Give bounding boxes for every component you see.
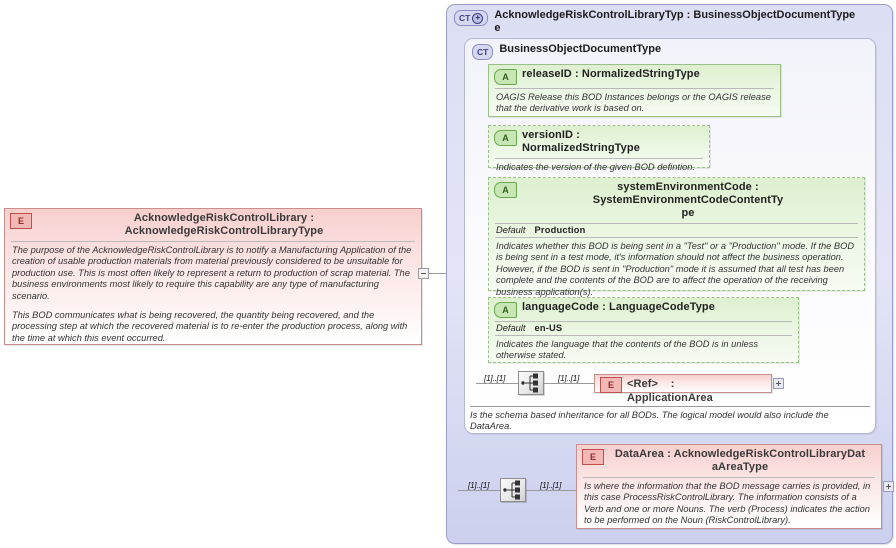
complextype-badge-icon[interactable]: CT xyxy=(472,44,493,60)
attribute-box-systemenvironmentcode[interactable] xyxy=(488,177,865,297)
connector-line xyxy=(544,383,594,384)
root-element-title: AcknowledgeRiskControlLibrary : AcknowledgeRiskControlLibraryType xyxy=(124,212,324,237)
attribute-header xyxy=(489,65,780,88)
attribute-documentation xyxy=(489,89,780,119)
default-value: en-US xyxy=(534,323,563,333)
attribute-badge-icon: A xyxy=(494,130,517,146)
attribute-badge-icon: A xyxy=(494,182,517,198)
cardinality-label-right-ref: [1]..[1] xyxy=(558,374,580,383)
element-box-dataarea[interactable] xyxy=(576,444,882,529)
ref-expand-toggle[interactable] xyxy=(773,378,784,389)
sequence-icon-glyph xyxy=(519,372,543,394)
connector-line xyxy=(476,383,518,384)
attribute-box-releaseid[interactable] xyxy=(488,64,781,117)
attribute-header xyxy=(489,126,709,158)
attribute-default-row xyxy=(489,322,798,335)
attribute-box-versionid[interactable] xyxy=(488,125,710,172)
attribute-doc-text: OAGIS Release this BOD Instances belongs or the OAGIS release that the derivative work is based on. xyxy=(496,92,771,114)
element-header xyxy=(577,445,881,477)
element-badge-icon: E xyxy=(600,377,622,393)
complextype-outer-title: AcknowledgeRiskControlLibraryTyp : BusinessObjectDocumentType e xyxy=(494,9,856,34)
attribute-doc-text: Indicates the language that the contents of the BOD is in unless otherwise stated. xyxy=(496,339,759,361)
root-collapse-toggle[interactable] xyxy=(418,268,429,279)
complextype-inner-documentation: Is the schema based inheritance for all BODs. The logical model would also include the DataArea. xyxy=(470,410,829,432)
attribute-header xyxy=(489,178,864,223)
complextype-outer-header xyxy=(447,5,892,37)
attribute-doc-text: Indicates the version of the given BOD defintion. xyxy=(496,162,695,172)
plus-icon[interactable]: + xyxy=(472,13,483,24)
default-value: Production xyxy=(534,225,586,235)
element-badge-icon: E xyxy=(582,449,604,465)
attribute-box-languagecode[interactable] xyxy=(488,297,799,363)
root-element-box[interactable] xyxy=(4,208,422,345)
sequence-icon-glyph xyxy=(501,479,525,501)
element-documentation xyxy=(577,478,881,531)
element-title: <Ref> : ApplicationArea xyxy=(627,378,713,404)
complextype-badge-icon[interactable]: CT + xyxy=(454,10,488,26)
attribute-default-row xyxy=(489,224,864,237)
default-label: Default xyxy=(496,225,526,235)
sequence-compositor-icon-ref[interactable] xyxy=(518,371,544,395)
root-element-header xyxy=(5,209,421,241)
element-title: DataArea : AcknowledgeRiskControlLibraryDat aAreaType xyxy=(614,448,866,473)
element-doc-text: Is where the information that the BOD message carries is provided, in this case ProcessRiskControlLibrary. The information consists of a Verb and one or more Nouns. The verb (Process) indicates the action to be performed on the Noun (RiskControlLibrary). xyxy=(584,481,871,526)
attribute-badge-icon: A xyxy=(494,302,517,318)
attribute-title: languageCode : LanguageCodeType xyxy=(522,301,715,313)
attribute-badge-icon: A xyxy=(494,69,517,85)
complextype-inner-title: BusinessObjectDocumentType xyxy=(499,43,662,55)
element-badge-icon: E xyxy=(10,213,32,229)
connector-line xyxy=(429,273,447,274)
attribute-documentation xyxy=(489,238,864,302)
connector-line xyxy=(526,490,576,491)
root-doc-paragraph-1: The purpose of the AcknowledgeRiskControlLibrary is to notify a Manufacturing Application of the creation of usable production materials from material previously considered to be unsuitable for production use. This is most often likely to represent a return to production of scrap material. The business environments most likely to require this capability are any type of manufacturing scenario. xyxy=(12,245,412,301)
attribute-header xyxy=(489,298,798,321)
element-box-applicationarea-ref[interactable] xyxy=(594,374,772,404)
cardinality-label-left-ref: [1]..[1] xyxy=(484,374,506,383)
connector-line xyxy=(458,490,502,491)
cardinality-label-right-dataarea: [1]..[1] xyxy=(540,481,562,490)
root-doc-paragraph-2: This BOD communicates what is being recovered, the quantity being recovered, and the processing step at which the recovered material is to re-enter the production process, along with the time at which this event occurred. xyxy=(12,310,408,343)
dataarea-expand-toggle[interactable] xyxy=(883,481,894,492)
attribute-title: releaseID : NormalizedStringType xyxy=(522,68,700,80)
complextype-inner-header xyxy=(465,39,875,63)
attribute-documentation xyxy=(489,159,709,177)
attribute-title: systemEnvironmentCode : SystemEnvironmentCodeContentTy pe xyxy=(592,181,784,219)
attribute-doc-text: Indicates whether this BOD is being sent in a "Test" or a "Production" mode. If the BOD is being sent in a test mode, it's information should not affect the business operation. However, if the BOD is sent in "Production" mode it is assumed that all test has been complete and the contents of the BOD are to affect the operation of the receiving business application(s). xyxy=(496,241,855,297)
attribute-title: versionID : NormalizedStringType xyxy=(522,129,640,154)
element-header xyxy=(595,375,771,407)
root-element-documentation xyxy=(5,242,421,348)
cardinality-label-left-dataarea: [1]..[1] xyxy=(468,481,490,490)
sequence-compositor-icon-dataarea[interactable] xyxy=(500,478,526,502)
attribute-documentation xyxy=(489,336,798,366)
default-label: Default xyxy=(496,323,526,333)
